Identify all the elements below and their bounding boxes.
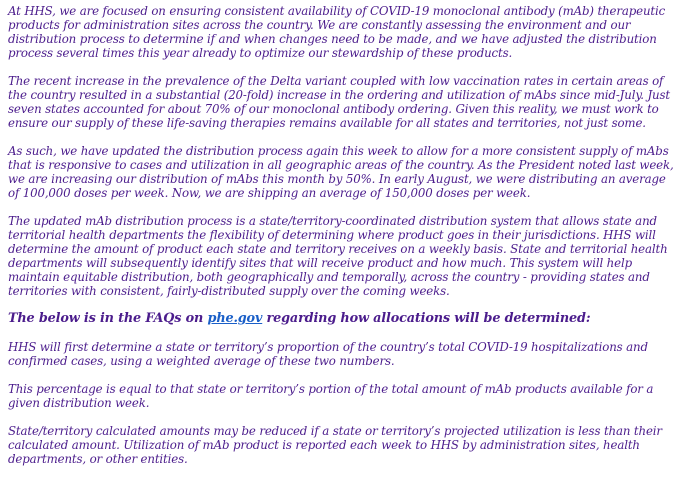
paragraph-intro: At HHS, we are focused on ensuring consistent availability of COVID-19 monoclonal antibody (mAb) therapeutic products for administration sites across the country. We are constantly assessing the environment and our distribution process to determine if and when changes need to be made, and we have adjusted the distribution process several times this year already to optimize our stewardship of these products. xyxy=(8,4,666,60)
faq-paragraph-utilization: State/territory calculated amounts may be reduced if a state or territory’s projected utilization is less than their calculated amount. Utilization of mAb product is reported each week to HHS by administration sites, health departments, or other entities. xyxy=(8,424,662,466)
paragraph-distribution-process: The updated mAb distribution process is a state/territory-coordinated distribution system that allows state and territorial health departments the flexibility of determining where product goes in their jurisdictions. HHS will determine the amount of product each state and territory receives on a weekly basis. State and territorial health departments will subsequently identify sites that will receive product and how much. This system will help maintain equitable distribution, both geographically and temporally, across the country - providing states and territories with consistent, fairly-distributed supply over the coming weeks. xyxy=(8,214,668,298)
paragraph-delta-variant: The recent increase in the prevalence of the Delta variant coupled with low vaccination rates in certain areas of the country resulted in a substantial (20-fold) increase in the ordering and utilization of mAbs since mid-July. Just seven states accounted for about 70% of our monoclonal antibody ordering. Given this reality, we must work to ensure our supply of these life-saving therapies remains available for all states and territories, not just some. xyxy=(8,74,670,130)
phe-gov-link[interactable]: phe.gov xyxy=(207,311,263,326)
paragraph-distribution-update: As such, we have updated the distribution process again this week to allow for a more consistent supply of mAbs that is responsive to cases and utilization in all geographic areas of the country. As the President noted last week, we are increasing our distribution of mAbs this month by 50%. In early August, we were distributing an average of 100,000 doses per week. Now, we are shipping an average of 150,000 doses per week. xyxy=(8,144,674,200)
faq-heading-suffix: regarding how allocations will be determined: xyxy=(262,311,591,326)
faq-paragraph-percentage: This percentage is equal to that state or territory’s portion of the total amount of mAb products available for a given distribution week. xyxy=(8,382,654,410)
faq-heading xyxy=(8,312,674,326)
faq-paragraph-proportion: HHS will first determine a state or territory’s proportion of the country’s total COVID-19 hospitalizations and confirmed cases, using a weighted average of these two numbers. xyxy=(8,340,648,368)
faq-heading-prefix: The below is in the FAQs on xyxy=(8,311,208,326)
